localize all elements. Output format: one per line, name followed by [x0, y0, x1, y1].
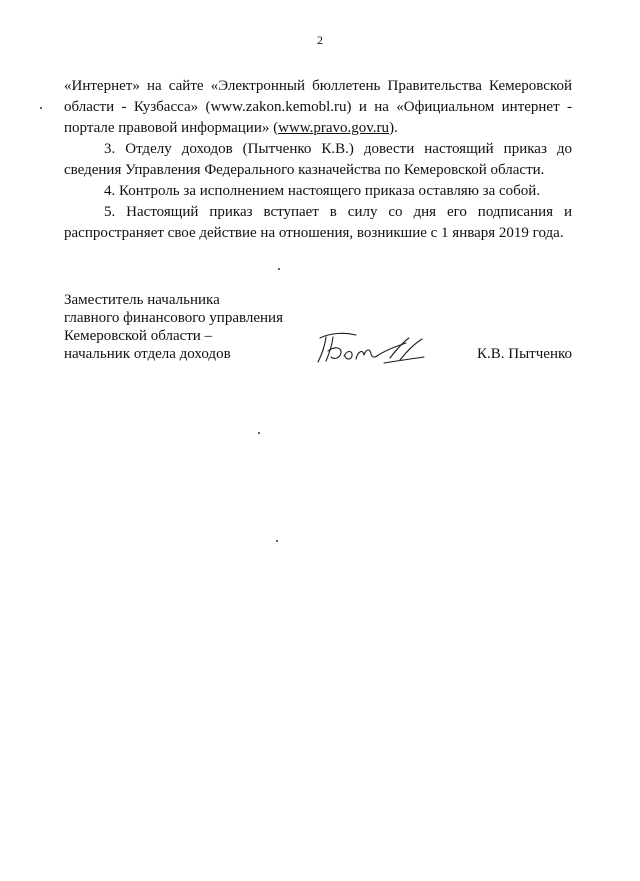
pravo-link[interactable]: www.pravo.gov.ru	[278, 120, 390, 136]
signatory-title-line: Заместитель начальника	[64, 292, 220, 308]
scan-speck	[278, 268, 280, 270]
paragraph-publication-end: ).	[389, 120, 398, 136]
signatory-name: К.В. Пытченко	[477, 346, 572, 362]
handwritten-signature	[314, 329, 429, 369]
paragraph-4: 4. Контроль за исполнением настоящего приказа оставляю за собой.	[104, 183, 541, 199]
signatory-title-line: Кемеровской области –	[64, 328, 213, 344]
signature-block	[64, 291, 572, 371]
scan-speck	[276, 540, 278, 542]
signatory-title	[64, 291, 304, 363]
paragraph-5: 5. Настоящий приказ вступает в силу со дня его подписания и распространяет свое действие на отношения, возникшие с 1 января 2019 года.	[64, 204, 572, 241]
scan-speck	[258, 432, 260, 434]
paragraph-publication-text: «Интернет» на сайте «Электронный бюллетень Правительства Кемеровской области - Кузбасса» (www.zakon.kemobl.ru) и на «Официальном интернет - портале правовой информации» (	[64, 78, 572, 136]
page-number: 2	[317, 33, 323, 47]
document-body	[64, 76, 572, 244]
signatory-title-line: начальник отдела доходов	[64, 346, 231, 362]
paragraph-publication	[64, 76, 572, 139]
paragraph-3: 3. Отделу доходов (Пытченко К.В.) довести настоящий приказ до сведения Управления Федерального казначейства по Кемеровской области.	[64, 141, 572, 178]
signatory-title-line: главного финансового управления	[64, 310, 283, 326]
scan-speck	[40, 107, 42, 109]
